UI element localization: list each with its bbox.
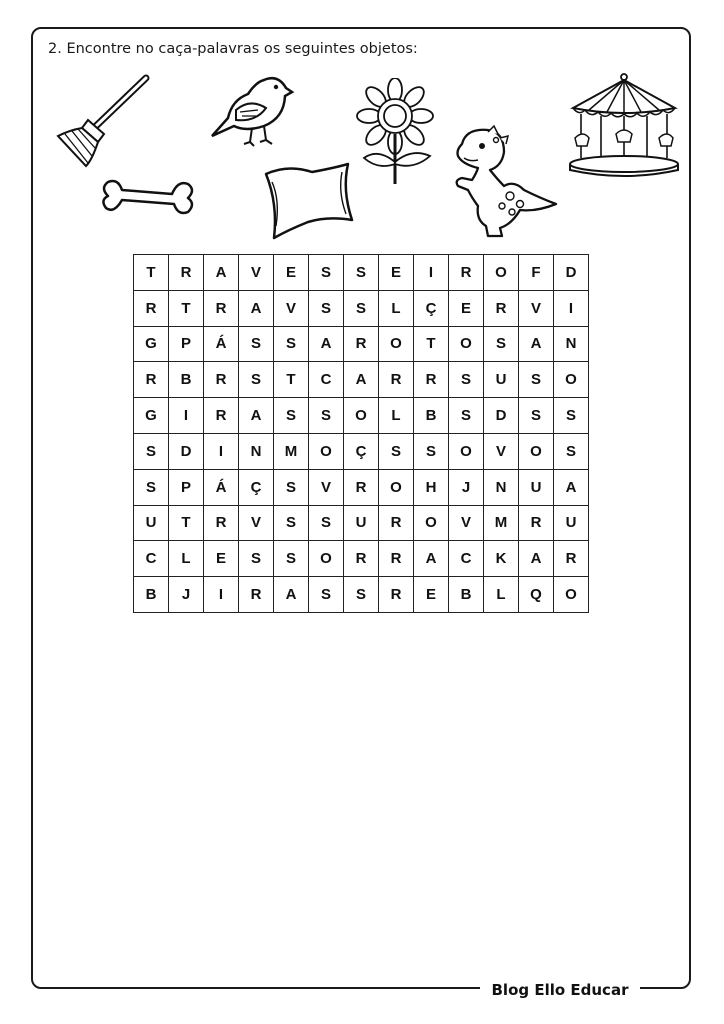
grid-cell[interactable]: R: [134, 362, 169, 398]
grid-cell[interactable]: J: [169, 577, 204, 613]
grid-cell[interactable]: I: [414, 255, 449, 291]
grid-cell[interactable]: N: [484, 470, 519, 506]
grid-cell[interactable]: M: [484, 506, 519, 542]
grid-cell[interactable]: O: [379, 470, 414, 506]
grid-cell[interactable]: D: [169, 434, 204, 470]
grid-cell[interactable]: S: [274, 398, 309, 434]
grid-cell[interactable]: T: [414, 327, 449, 363]
grid-cell[interactable]: P: [169, 470, 204, 506]
grid-cell[interactable]: S: [274, 327, 309, 363]
grid-cell[interactable]: E: [274, 255, 309, 291]
grid-cell[interactable]: T: [169, 291, 204, 327]
grid-cell[interactable]: O: [309, 434, 344, 470]
grid-cell[interactable]: E: [449, 291, 484, 327]
grid-cell[interactable]: H: [414, 470, 449, 506]
word-search-grid: [133, 254, 589, 613]
grid-cell[interactable]: S: [134, 434, 169, 470]
grid-cell[interactable]: A: [274, 577, 309, 613]
instruction-text: 2. Encontre no caça-palavras os seguintes objetos:: [48, 41, 418, 57]
grid-cell[interactable]: I: [169, 398, 204, 434]
grid-cell[interactable]: O: [519, 434, 554, 470]
grid-cell[interactable]: O: [379, 327, 414, 363]
grid-cell[interactable]: R: [449, 255, 484, 291]
grid-cell[interactable]: I: [204, 434, 239, 470]
grid-cell[interactable]: R: [204, 362, 239, 398]
footer-brand: Blog Ello Educar: [480, 976, 640, 1004]
grid-cell[interactable]: R: [484, 291, 519, 327]
grid-cell[interactable]: O: [414, 506, 449, 542]
grid-cell[interactable]: R: [344, 327, 379, 363]
grid-cell[interactable]: S: [449, 398, 484, 434]
bone-icon: [100, 170, 198, 228]
grid-cell[interactable]: S: [239, 541, 274, 577]
grid-cell[interactable]: R: [379, 362, 414, 398]
grid-cell[interactable]: K: [484, 541, 519, 577]
grid-cell[interactable]: O: [449, 434, 484, 470]
grid-cell[interactable]: Á: [204, 327, 239, 363]
grid-cell[interactable]: D: [484, 398, 519, 434]
grid-cell[interactable]: U: [519, 470, 554, 506]
grid-cell[interactable]: Ç: [239, 470, 274, 506]
grid-cell[interactable]: S: [239, 327, 274, 363]
grid-cell[interactable]: S: [519, 398, 554, 434]
grid-cell[interactable]: S: [554, 434, 589, 470]
grid-cell[interactable]: S: [239, 362, 274, 398]
grid-cell[interactable]: R: [554, 541, 589, 577]
grid-cell[interactable]: S: [134, 470, 169, 506]
grid-cell[interactable]: A: [204, 255, 239, 291]
grid-cell[interactable]: R: [379, 541, 414, 577]
grid-cell[interactable]: A: [309, 327, 344, 363]
grid-cell[interactable]: M: [274, 434, 309, 470]
grid-cell[interactable]: Ç: [344, 434, 379, 470]
grid-cell[interactable]: E: [379, 255, 414, 291]
grid-cell[interactable]: V: [239, 506, 274, 542]
grid-cell[interactable]: J: [449, 470, 484, 506]
grid-cell[interactable]: U: [484, 362, 519, 398]
grid-cell[interactable]: C: [309, 362, 344, 398]
grid-cell[interactable]: R: [344, 541, 379, 577]
grid-cell[interactable]: L: [169, 541, 204, 577]
grid-cell[interactable]: R: [414, 362, 449, 398]
broom-icon: [52, 74, 152, 169]
grid-cell[interactable]: N: [554, 327, 589, 363]
carousel-icon: [565, 72, 683, 180]
grid-cell[interactable]: B: [134, 577, 169, 613]
grid-cell[interactable]: C: [134, 541, 169, 577]
grid-cell[interactable]: S: [449, 362, 484, 398]
grid-cell[interactable]: V: [484, 434, 519, 470]
grid-cell[interactable]: A: [344, 362, 379, 398]
grid-cell[interactable]: R: [379, 506, 414, 542]
grid-cell[interactable]: S: [274, 506, 309, 542]
grid-cell[interactable]: S: [379, 434, 414, 470]
grid-cell[interactable]: O: [309, 541, 344, 577]
grid-cell[interactable]: S: [484, 327, 519, 363]
grid-cell[interactable]: O: [344, 398, 379, 434]
grid-cell[interactable]: R: [134, 291, 169, 327]
grid-cell[interactable]: S: [274, 470, 309, 506]
grid-cell[interactable]: S: [309, 506, 344, 542]
grid-cell[interactable]: V: [309, 470, 344, 506]
grid-cell[interactable]: O: [554, 362, 589, 398]
grid-cell[interactable]: A: [239, 291, 274, 327]
grid-cell[interactable]: R: [344, 470, 379, 506]
grid-cell[interactable]: S: [344, 577, 379, 613]
grid-cell[interactable]: Ç: [414, 291, 449, 327]
grid-cell[interactable]: S: [309, 398, 344, 434]
grid-cell[interactable]: R: [204, 506, 239, 542]
grid-cell[interactable]: S: [309, 255, 344, 291]
grid-cell[interactable]: V: [519, 291, 554, 327]
grid-cell[interactable]: G: [134, 327, 169, 363]
grid-cell[interactable]: R: [204, 398, 239, 434]
grid-cell[interactable]: A: [554, 470, 589, 506]
grid-cell[interactable]: P: [169, 327, 204, 363]
grid-cell[interactable]: L: [379, 398, 414, 434]
grid-cell[interactable]: I: [554, 291, 589, 327]
grid-cell[interactable]: R: [519, 506, 554, 542]
grid-cell[interactable]: I: [204, 577, 239, 613]
grid-cell[interactable]: S: [344, 291, 379, 327]
grid-cell[interactable]: S: [554, 398, 589, 434]
grid-cell[interactable]: S: [414, 434, 449, 470]
grid-cell[interactable]: B: [169, 362, 204, 398]
bird-icon: [206, 70, 296, 150]
grid-cell[interactable]: S: [344, 255, 379, 291]
grid-cell[interactable]: B: [449, 577, 484, 613]
grid-cell[interactable]: Á: [204, 470, 239, 506]
grid-cell[interactable]: F: [519, 255, 554, 291]
grid-cell[interactable]: U: [554, 506, 589, 542]
grid-cell[interactable]: L: [379, 291, 414, 327]
pillow-icon: [258, 160, 358, 240]
dinosaur-icon: [448, 124, 560, 240]
grid-cell[interactable]: O: [449, 327, 484, 363]
grid-cell[interactable]: R: [169, 255, 204, 291]
grid-cell[interactable]: A: [414, 541, 449, 577]
grid-cell[interactable]: G: [134, 398, 169, 434]
grid-cell[interactable]: S: [309, 577, 344, 613]
grid-cell[interactable]: N: [239, 434, 274, 470]
grid-cell[interactable]: E: [204, 541, 239, 577]
grid-cell[interactable]: R: [239, 577, 274, 613]
grid-cell[interactable]: T: [169, 506, 204, 542]
grid-cell[interactable]: R: [379, 577, 414, 613]
grid-cell[interactable]: O: [554, 577, 589, 613]
grid-cell[interactable]: U: [134, 506, 169, 542]
grid-cell[interactable]: T: [134, 255, 169, 291]
grid-cell[interactable]: T: [274, 362, 309, 398]
grid-cell[interactable]: E: [414, 577, 449, 613]
grid-cell[interactable]: C: [449, 541, 484, 577]
sunflower-icon: [352, 78, 438, 186]
grid-cell[interactable]: V: [274, 291, 309, 327]
grid-cell[interactable]: S: [309, 291, 344, 327]
grid-cell[interactable]: V: [239, 255, 274, 291]
grid-cell[interactable]: A: [239, 398, 274, 434]
grid-cell[interactable]: L: [484, 577, 519, 613]
grid-cell[interactable]: B: [414, 398, 449, 434]
grid-cell[interactable]: A: [519, 541, 554, 577]
grid-cell[interactable]: Q: [519, 577, 554, 613]
grid-cell[interactable]: U: [344, 506, 379, 542]
grid-cell[interactable]: S: [274, 541, 309, 577]
grid-cell[interactable]: V: [449, 506, 484, 542]
grid-cell[interactable]: R: [204, 291, 239, 327]
grid-cell[interactable]: A: [519, 327, 554, 363]
grid-cell[interactable]: S: [519, 362, 554, 398]
grid-cell[interactable]: D: [554, 255, 589, 291]
grid-cell[interactable]: O: [484, 255, 519, 291]
